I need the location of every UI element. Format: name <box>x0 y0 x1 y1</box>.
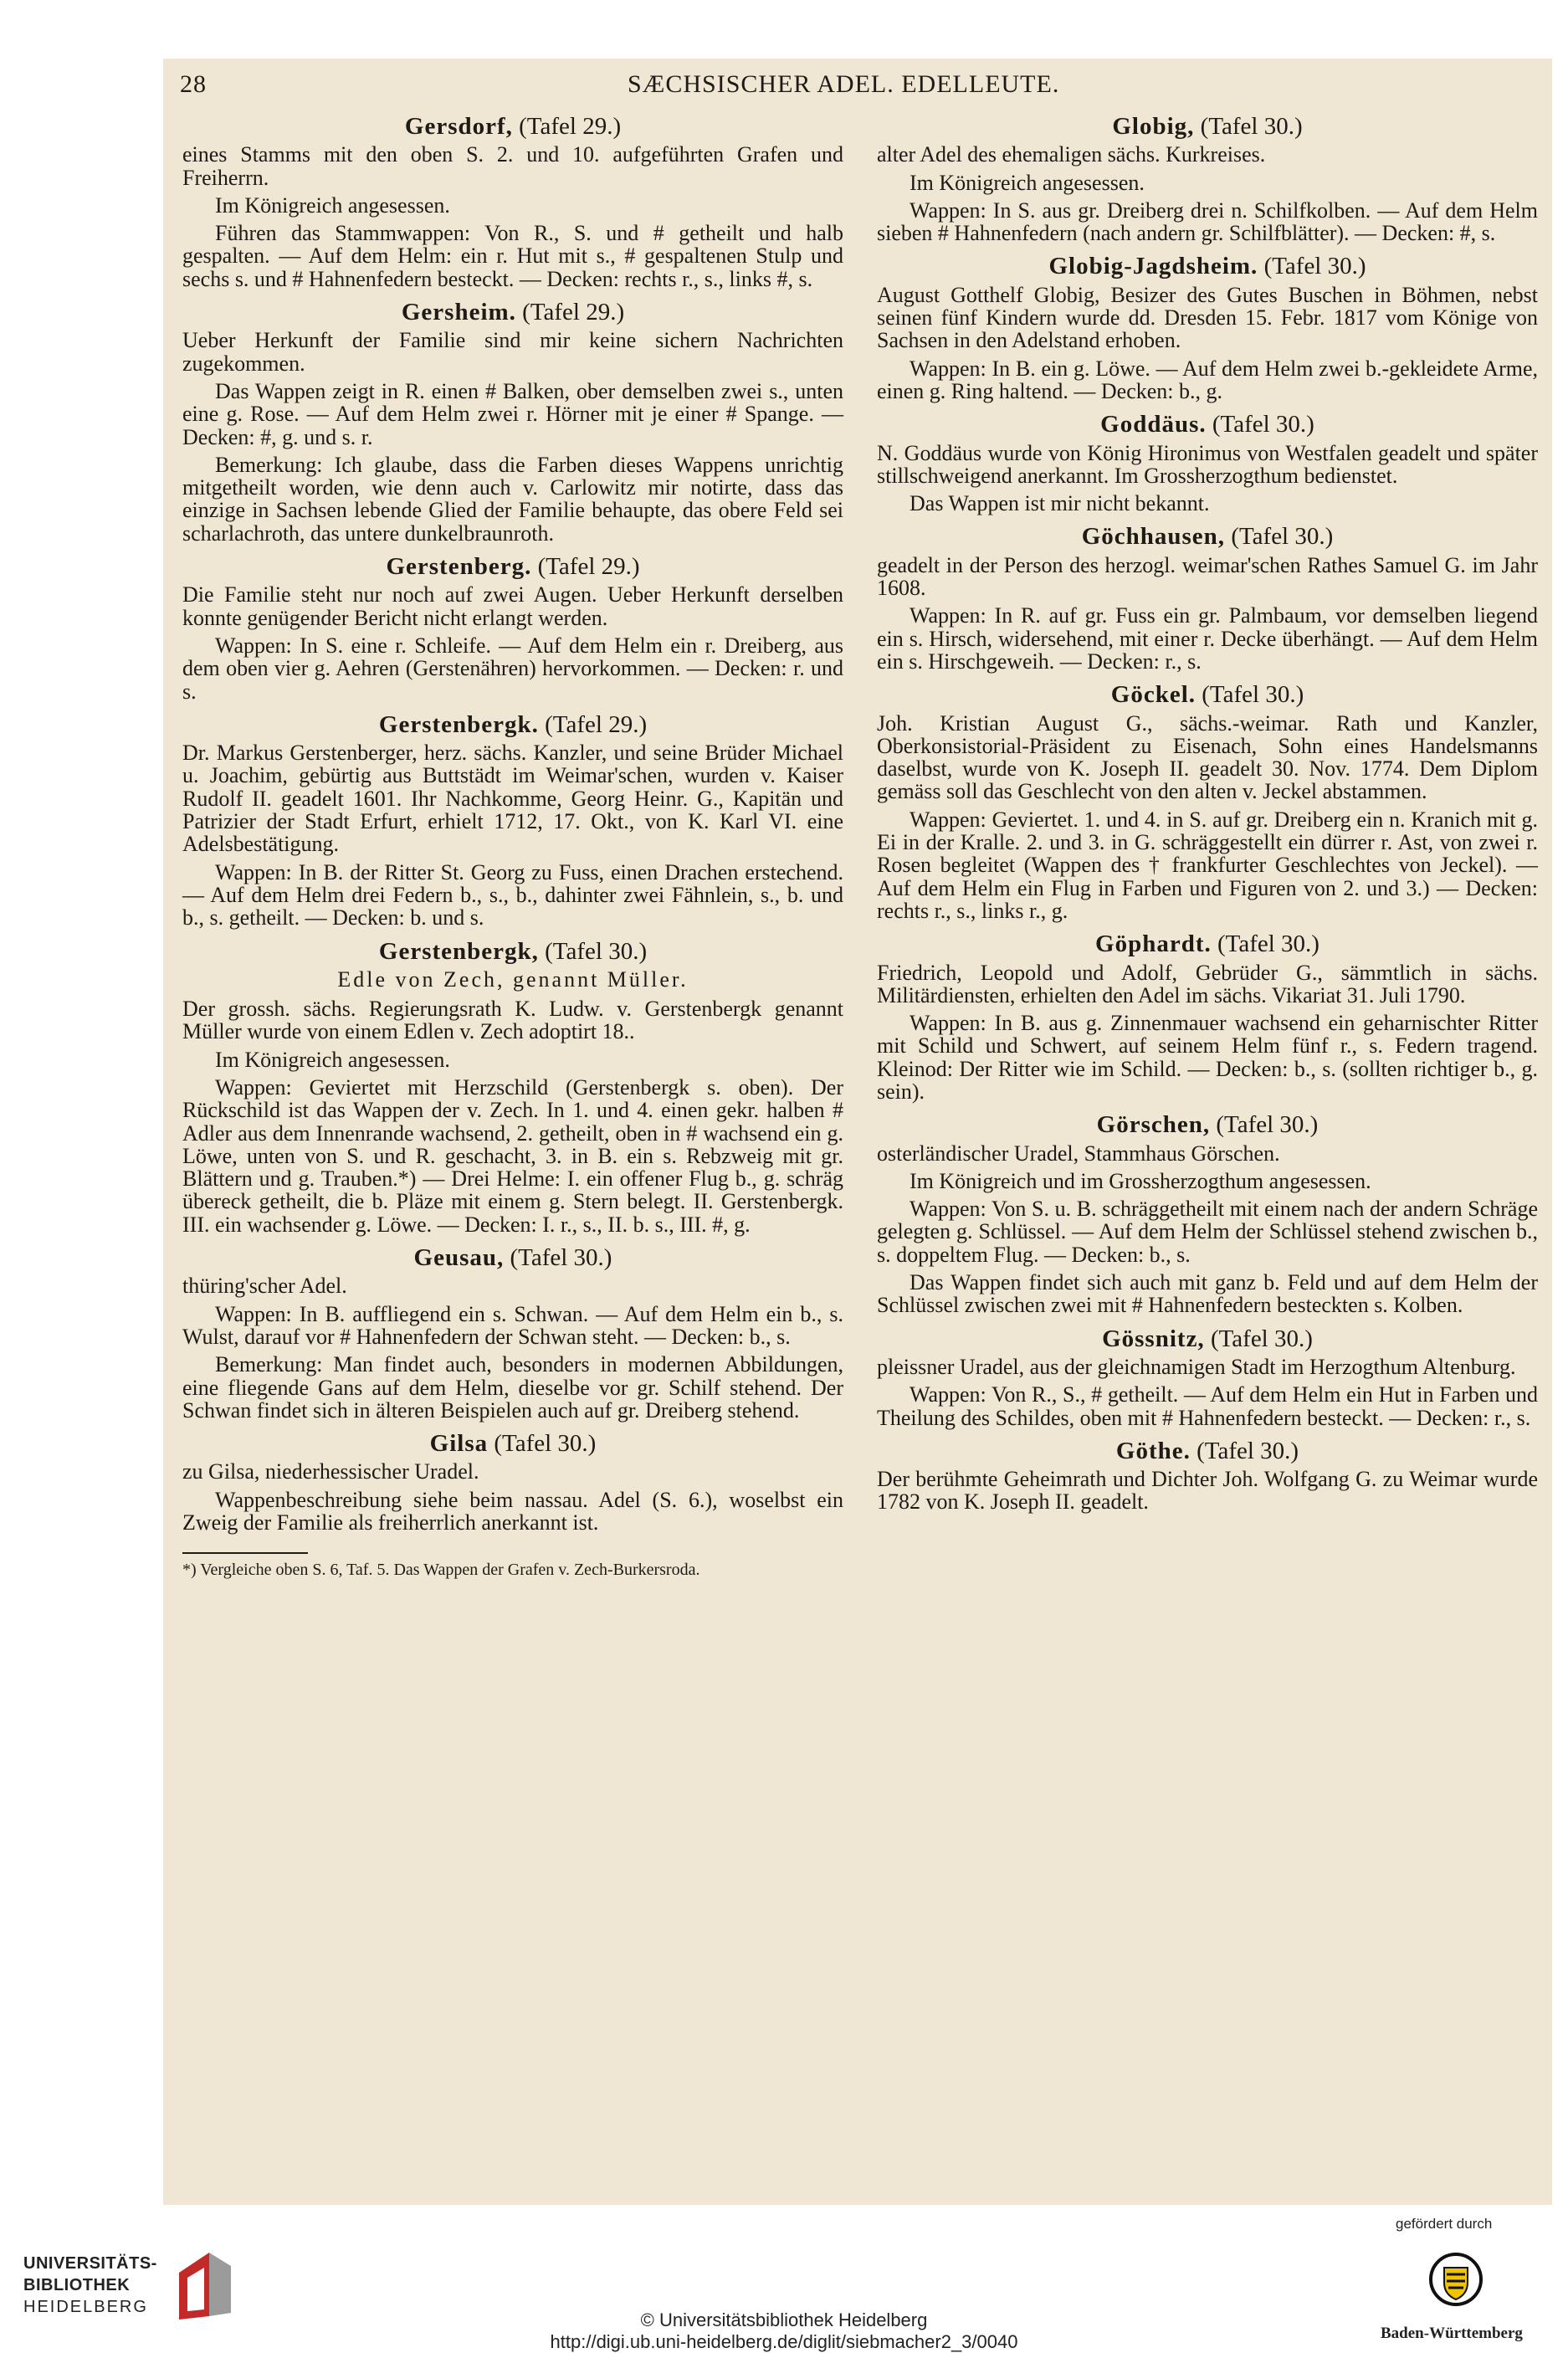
entry-paragraph: Bemerkung: Ich glaube, dass die Farben dieses Wappens unrichtig mitgetheilt worden, wie denn auch v. Carlowitz mir notirte, dass das einzige in Sachsen lebende Glied der Familie behaupte, das obere Feld sei scharlachroth, das untere dunkelbraunroth. <box>182 452 843 546</box>
plate-reference: (Tafel 30.) <box>1231 523 1334 551</box>
entry-paragraph: Wappen: Von S. u. B. schräggetheilt mit einem nach der andern Schräge gelegten g. Schlüssel. — Auf dem Helm der Schlüssel stehend zwischen b., s. doppeltem Flug. — Decken: b., s. <box>877 1197 1538 1267</box>
entry-heading <box>877 930 1538 958</box>
entry-paragraph: osterländischer Uradel, Stammhaus Görschen. <box>877 1141 1280 1166</box>
entry-paragraph: Wappen: In B. der Ritter St. Georg zu Fuss, einen Drachen erstechend. — Auf dem Helm drei Federn b., s., b., dahinter zwei Fähnlein, s., b. und b., s. getheilt. — Decken: b. und s. <box>182 859 843 930</box>
entry-paragraph: Friedrich, Leopold und Adolf, Gebrüder G., sämmtlich in sächs. Militärdiensten, erhielten den Adel im sächs. Vikariat 31. Juli 1790. <box>877 960 1538 1007</box>
page-number: 28 <box>180 70 207 98</box>
entry-paragraph: Wappen: Geviertet mit Herzschild (Gerstenbergk s. oben). Der Rückschild ist das Wappen der v. Zech. In 1. und 4. einen gekr. halben # Adler aus dem Innenrande wachsend, 2. getheilt, oben in # wachsend ein g. Löwe, unten von S. und R. geschacht, 3. in B. ein s. Rebzweig mit gr. Blättern und g. Trauben.*) — Drei Helme: I. ein offener Flug b., g. schräg übereck getheilt, die b. Pläze mit einem g. Stern belegt. II. Gerstenbergk. III. ein wachsender g. Löwe. — Decken: I. r., s., II. b. s., III. #, g. <box>182 1074 843 1237</box>
running-title: SÆCHSISCHER ADEL. EDELLEUTE. <box>628 70 1060 98</box>
entry <box>877 1325 1538 1430</box>
family-name: Göchhausen, <box>1081 523 1226 551</box>
entry <box>877 525 1538 673</box>
entry <box>877 413 1538 515</box>
entry <box>182 1244 843 1423</box>
entry-heading <box>877 1437 1538 1464</box>
plate-reference: (Tafel 29.) <box>545 710 648 738</box>
family-name: Globig, <box>1112 113 1195 140</box>
family-name: Gersdorf, <box>404 113 513 140</box>
family-name: Gössnitz, <box>1102 1325 1205 1352</box>
entry-paragraph: Im Königreich angesessen. <box>215 192 450 218</box>
entry-subtitle: Edle von Zech, genannt Müller. <box>337 966 689 992</box>
family-name: Geusau, <box>413 1244 505 1272</box>
family-name: Globig-Jagdsheim. <box>1048 253 1258 280</box>
entry-paragraph: Wappen: In B. auffliegend ein s. Schwan. — Auf dem Helm ein b., s. Wulst, darauf vor # Hahnenfedern der Schwan steht. — Decken: b., s. <box>182 1301 843 1349</box>
entry-paragraph: Im Königreich und im Grossherzogthum angesessen. <box>910 1168 1371 1193</box>
entry-paragraph: zu Gilsa, niederhessischer Uradel. <box>182 1459 479 1484</box>
plate-reference: (Tafel 30.) <box>545 937 648 965</box>
right-entries <box>877 115 1538 1514</box>
sponsor-block <box>1355 2209 1556 2353</box>
entry-heading <box>182 301 843 324</box>
plate-reference: (Tafel 30.) <box>1210 1325 1313 1352</box>
sponsor-label: gefördert durch <box>1396 2216 1493 2232</box>
entry-paragraph: Wappenbeschreibung siehe beim nassau. Adel (S. 6.), woselbst ein Zweig der Familie als freiherrlich anerkannt ist. <box>182 1487 843 1535</box>
entry-paragraph: Das Wappen findet sich auch mit ganz b. Feld und auf dem Helm der Schlüssel zwischen zwei mit # Hahnenfedern besteckten s. Kolben. <box>877 1270 1538 1318</box>
entry <box>877 930 1538 1104</box>
entry-heading <box>877 1325 1538 1352</box>
footer <box>0 2209 1568 2353</box>
plate-reference: (Tafel 30.) <box>1217 930 1319 958</box>
entry-heading <box>182 937 843 965</box>
sponsor-name: Baden-Württemberg <box>1381 2325 1523 2342</box>
entry-paragraph: geadelt in der Person des herzogl. weimar'schen Rathes Samuel G. im Jahr 1608. <box>877 552 1538 601</box>
entry-paragraph: Wappen: In R. auf gr. Fuss ein gr. Palmbaum, vor demselben liegend ein s. Hirsch, widersehend, mit einer r. Decke überhängt. — Auf dem Helm ein s. Hirschgeweih. — Decken: r., s. <box>877 603 1538 674</box>
copyright: © Universitätsbibliothek Heidelberg <box>640 2309 928 2330</box>
plate-reference: (Tafel 30.) <box>1263 253 1366 280</box>
entry-paragraph: Das Wappen zeigt in R. einen # Balken, ober demselben zwei s., unten eine g. Rose. — Auf dem Helm zwei r. Hörner mit je einer # Spange. — Decken: #, g. und s. r. <box>182 378 843 449</box>
entry-heading <box>182 1430 843 1458</box>
entry-paragraph: Der berühmte Geheimrath und Dichter Joh. Wolfgang G. zu Weimar wurde 1782 von K. Joseph II. geadelt. <box>877 1467 1538 1515</box>
entry-paragraph: Dr. Markus Gerstenberger, herz. sächs. Kanzler, und seine Brüder Michael u. Joachim, gebürtig aus Buttstädt im Weimar'schen, wurden v. Kaiser Rudolf II. geadelt 1601. Ihr Nachkomme, Georg Heinr. G., Kapitän und Patrizier der Stadt Erfurt, erhielt 1712, 17. Okt., von K. Karl VI. eine Adelsbestätigung. <box>182 741 843 857</box>
entry-paragraph: Ueber Herkunft der Familie sind mir keine sichern Nachrichten zugekommen. <box>182 328 843 376</box>
entry <box>182 710 843 930</box>
logo-line-1: UNIVERSITÄTS- <box>23 2254 157 2273</box>
footnote: *) Vergleiche oben S. 6, Taf. 5. Das Wappen der Grafen v. Zech-Burkersroda. <box>182 1561 700 1580</box>
entry-heading <box>877 523 1538 551</box>
entry <box>182 553 843 704</box>
entry-heading <box>877 413 1538 436</box>
entry-paragraph: Wappen: In B. aus g. Zinnenmauer wachsend ein geharnischter Ritter mit Schild und Schwert, auf seinem Helm fünf r., s. Federn tragend. Kleinod: Der Ritter wie im Schild. — Decken: b., s. (sollten richtiger b., g. sein). <box>877 1011 1538 1104</box>
entry-paragraph: Die Familie steht nur noch auf zwei Augen. Ueber Herkunft derselben konnte genügender Bericht nicht erlangt werden. <box>182 582 843 630</box>
entry-paragraph: Wappen: In S. eine r. Schleife. — Auf dem Helm ein r. Dreiberg, aus dem oben vier g. Aehren (Gerstenähren) hervorkommen. — Decken: r. und s. <box>182 633 843 704</box>
plate-reference: (Tafel 30.) <box>1212 411 1314 438</box>
family-name: Göckel. <box>1110 681 1196 709</box>
entry-paragraph: Der grossh. sächs. Regierungsrath K. Ludw. v. Gerstenbergk genannt Müller wurde von einem Edlen v. Zech adoptirt 18.. <box>182 997 843 1044</box>
entry-paragraph: Wappen: In S. aus gr. Dreiberg drei n. Schilfkolben. — Auf dem Helm sieben # Hahnenfedern (nach andern gr. Schilfblätter). — Decken: #, s. <box>877 197 1538 246</box>
family-name: Gerstenberg. <box>386 553 532 581</box>
family-name: Goddäus. <box>1100 411 1207 438</box>
coat-of-arms-icon <box>1426 2241 1486 2321</box>
entry-heading <box>182 1244 843 1272</box>
plate-reference: (Tafel 29.) <box>519 113 622 140</box>
footnote-rule <box>182 1552 308 1554</box>
entry <box>182 301 843 545</box>
entry-paragraph: N. Goddäus wurde von König Hironimus von Westfalen geadelt und später stillschweigend anerkannt. Im Grossherzogthum bedienstet. <box>877 440 1538 488</box>
plate-reference: (Tafel 30.) <box>510 1244 612 1272</box>
plate-reference: (Tafel 30.) <box>1202 681 1304 709</box>
entry-heading <box>877 1111 1538 1139</box>
source-url[interactable]: http://digi.ub.uni-heidelberg.de/diglit/siebmacher2_3/0040 <box>550 2331 1018 2352</box>
plate-reference: (Tafel 30.) <box>1216 1111 1319 1139</box>
right-column <box>877 115 1538 1525</box>
entry-heading <box>182 553 843 581</box>
entry-paragraph: Wappen: In B. ein g. Löwe. — Auf dem Helm zwei b.-gekleidete Arme, einen g. Ring haltend. — Decken: b., g. <box>877 356 1538 403</box>
entry <box>877 255 1538 402</box>
entry-heading <box>877 115 1538 138</box>
family-name: Gersheim. <box>401 299 516 326</box>
entry-heading <box>877 255 1538 278</box>
entry-paragraph: thüring'scher Adel. <box>182 1274 347 1299</box>
plate-reference: (Tafel 30.) <box>494 1430 597 1458</box>
entry <box>182 937 843 1237</box>
entry-paragraph: Bemerkung: Man findet auch, besonders in modernen Abbildungen, eine fliegende Gans auf dem Helm, dieselbe vor gr. Schilf stehend. Der Schwan findet sich in älteren Beispielen auch auf gr. Dreiberg stehend. <box>182 1352 843 1423</box>
plate-reference: (Tafel 30.) <box>1196 1437 1299 1464</box>
entry <box>877 115 1538 244</box>
entry-paragraph: Wappen: Geviertet. 1. und 4. in S. auf gr. Dreiberg ein n. Kranich mit g. Ei in der Kralle. 2. und 3. in G. schräggestellt ein dürrer r. Ast, von zwei r. Rosen begleitet (Wappen des † frankfurter Geschlechtes von Jeckel). — Auf dem Helm ein Flug in Farben und Figuren von 2. und 3.) — Decken: rechts r., s., links r., g. <box>877 807 1538 923</box>
entry-paragraph: August Gotthelf Globig, Besizer des Gutes Buschen in Böhmen, nebst seinen fünf Kindern wurde dd. Dresden 15. Febr. 1817 vom Könige von Sachsen in den Adelstand erhoben. <box>877 282 1538 353</box>
family-name: Göthe. <box>1115 1437 1191 1464</box>
family-name: Gerstenbergk. <box>378 710 539 738</box>
family-name: Görschen, <box>1096 1111 1211 1139</box>
family-name: Göphardt. <box>1095 930 1212 958</box>
entry-paragraph: alter Adel des ehemaligen sächs. Kurkreises. <box>877 142 1266 167</box>
logo-line-3: HEIDELBERG <box>23 2298 148 2316</box>
family-name: Gilsa <box>429 1430 489 1458</box>
entry-paragraph: Im Königreich angesessen. <box>910 170 1145 195</box>
left-entries <box>182 115 843 1534</box>
entry-heading <box>182 115 843 138</box>
plate-reference: (Tafel 29.) <box>537 553 640 581</box>
entry-heading <box>877 681 1538 709</box>
family-name: Gerstenbergk, <box>378 937 539 965</box>
plate-reference: (Tafel 29.) <box>522 299 625 326</box>
entry <box>877 1111 1538 1318</box>
entry <box>877 1437 1538 1515</box>
entry-heading <box>182 710 843 738</box>
logo-line-2: BIBLIOTHEK <box>23 2276 131 2294</box>
entry-paragraph: Joh. Kristian August G., sächs.-weimar. Rath und Kanzler, Oberkonsistorial-Präsident zu Eisenach, Sohn eines Handelsmanns daselbst, wurde von K. Joseph II. geadelt 30. Nov. 1774. Dem Diplom gemäss soll das Geschlecht von den alten v. Jeckel abstammen. <box>877 710 1538 804</box>
entry <box>182 1430 843 1535</box>
entry-paragraph: Im Königreich angesessen. <box>215 1047 450 1072</box>
plate-reference: (Tafel 30.) <box>1200 113 1303 140</box>
entry <box>877 681 1538 923</box>
entry <box>182 115 843 290</box>
entry-paragraph: pleissner Uradel, aus der gleichnamigen Stadt im Herzogthum Altenburg. <box>877 1354 1516 1379</box>
entry-paragraph: Wappen: Von R., S., # getheilt. — Auf dem Helm ein Hut in Farben und Theilung des Schildes, oben mit # Hahnenfedern besteckt. — Decken: r., s. <box>877 1382 1538 1430</box>
left-column <box>182 115 843 1580</box>
entry-paragraph: eines Stamms mit den oben S. 2. und 10. aufgeführten Grafen und Freiherrn. <box>182 142 843 190</box>
entry-paragraph: Führen das Stammwappen: Von R., S. und # getheilt und halb gespalten. — Auf dem Helm: ein r. Hut mit s., # gespaltenen Stulp und sechs s. und # Hahnenfedern besteckt. — Decken: rechts r., s., links #, s. <box>182 221 843 291</box>
entry-paragraph: Das Wappen ist mir nicht bekannt. <box>910 491 1210 516</box>
